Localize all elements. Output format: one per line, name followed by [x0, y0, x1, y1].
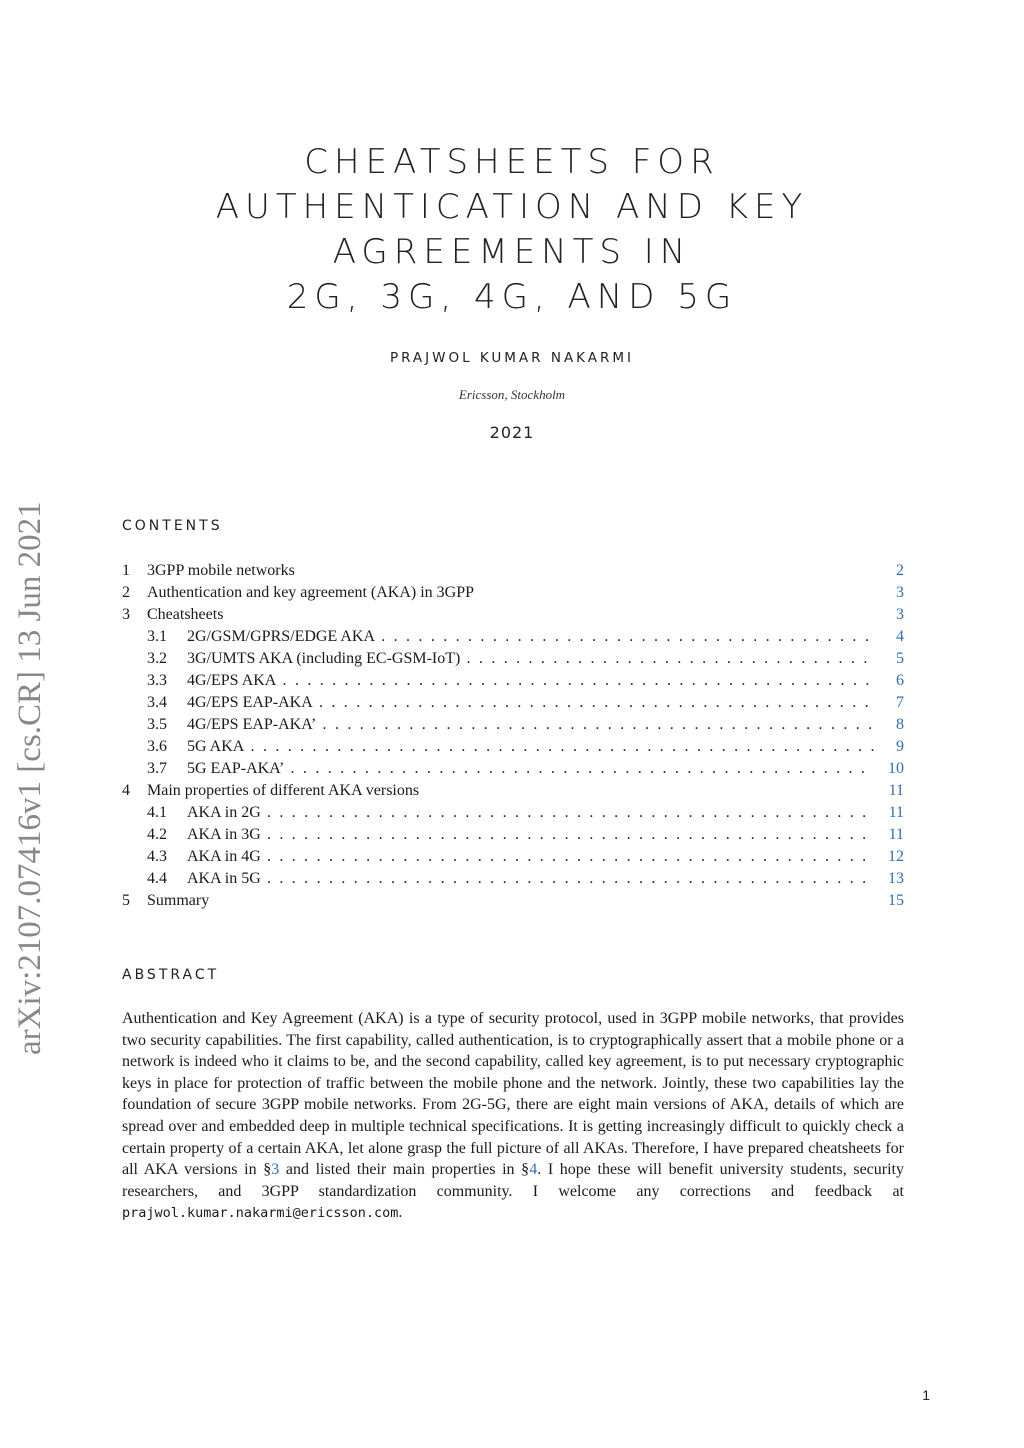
author-name: PRAJWOL KUMAR NAKARMI — [389, 350, 635, 366]
toc-number: 3.6 — [147, 738, 167, 755]
abstract-text: and listed their main properties in § — [279, 1161, 530, 1179]
toc-page-link[interactable]: 9 — [896, 738, 904, 755]
toc-entry[interactable] — [122, 560, 904, 582]
toc-subentry[interactable] — [122, 824, 904, 846]
toc-page-link[interactable]: 8 — [896, 716, 904, 733]
toc-number: 4.2 — [147, 826, 167, 843]
toc-title: 5G AKA . . . — [187, 736, 874, 758]
abstract-text: . I hope these will benefit university students, security researchers, and 3GPP standardization community. I welcome any corrections and feedback at — [122, 1161, 904, 1200]
toc-number: 3.3 — [147, 672, 167, 689]
toc-page-link[interactable]: 3 — [896, 584, 904, 601]
toc-entry[interactable] — [122, 604, 904, 626]
toc-title: Main properties of different AKA versions — [147, 782, 420, 799]
toc-entry[interactable] — [122, 780, 904, 802]
title-line-4: 2G, 3G, 4G, AND 5G — [286, 277, 738, 317]
contents-heading: CONTENTS — [122, 518, 223, 534]
toc-subentry[interactable] — [122, 714, 904, 736]
affiliation: Ericsson, Stockholm — [458, 387, 566, 402]
toc-subentry[interactable] — [122, 802, 904, 824]
page-number: 1 — [922, 1387, 930, 1403]
toc-title: Summary — [147, 892, 210, 909]
toc-number: 3.4 — [147, 694, 167, 711]
toc-subentry[interactable] — [122, 648, 904, 670]
abstract-heading: ABSTRACT — [122, 967, 220, 983]
toc-subentry[interactable] — [122, 736, 904, 758]
toc-title: 4G/EPS EAP-AKA . . . — [187, 692, 874, 714]
toc-page-link[interactable]: 11 — [888, 826, 904, 843]
toc-entry[interactable] — [122, 890, 904, 912]
toc-subentry[interactable] — [122, 692, 904, 714]
title-line-3: AGREEMENTS IN — [332, 232, 692, 272]
toc-page-link[interactable]: 4 — [896, 628, 904, 645]
toc-page-link[interactable]: 12 — [888, 848, 904, 865]
toc-number: 3.2 — [147, 650, 167, 667]
toc-page-link[interactable]: 6 — [896, 672, 904, 689]
table-of-contents — [122, 560, 904, 912]
toc-page-link[interactable]: 7 — [896, 694, 904, 711]
toc-number: 2 — [122, 584, 130, 601]
toc-number: 4 — [122, 782, 130, 799]
publication-year: 2021 — [489, 423, 535, 442]
toc-number: 3.7 — [147, 760, 167, 777]
toc-number: 4.4 — [147, 870, 167, 887]
section-ref-link[interactable]: 4 — [529, 1161, 538, 1179]
abstract-text: . — [398, 1204, 403, 1222]
toc-page-link[interactable]: 5 — [896, 650, 904, 667]
arxiv-stamp: arXiv:2107.07416v1 [cs.CR] 13 Jun 2021 — [12, 501, 48, 1055]
toc-entry[interactable] — [122, 582, 904, 604]
abstract-text: Authentication and Key Agreement (AKA) is a type of security protocol, used in 3GPP mobile networks, that provides two security capabilities. The first capability, called authentication, is to cryptographically assert that a mobile phone or a network is indeed who it claims to be, and the second capability, called key agreement, is to put necessary cryptographic keys in place for protection of traffic between the mobile phone and the network. Jointly, these two capabilities lay the foundation of secure 3GPP mobile networks. From 2G-5G, there are eight main versions of AKA, details of which are spread over and embedded deep in multiple technical specifications. It is getting increasingly difficult to quickly check a certain property of a certain AKA, let alone grasp the full picture of all AKAs. Therefore, I have prepared cheatsheets for all AKA versions in § — [122, 1010, 904, 1179]
contact-email[interactable]: prajwol.kumar.nakarmi@ericsson.com — [122, 1205, 399, 1222]
toc-subentry[interactable] — [122, 670, 904, 692]
toc-title: AKA in 2G . . . — [187, 802, 874, 824]
toc-subentry[interactable] — [122, 868, 904, 890]
toc-page-link[interactable]: 10 — [888, 760, 904, 777]
toc-title: 4G/EPS EAP-AKA’ . . . — [187, 714, 874, 736]
toc-number: 4.3 — [147, 848, 167, 865]
toc-number: 4.1 — [147, 804, 167, 821]
toc-title: AKA in 4G . . . — [187, 846, 874, 868]
toc-title: AKA in 5G . . . — [187, 868, 874, 890]
toc-subentry[interactable] — [122, 626, 904, 648]
toc-number: 5 — [122, 892, 130, 909]
toc-page-link[interactable]: 11 — [888, 782, 904, 799]
toc-title: 3G/UMTS AKA (including EC-GSM-IoT) . . . — [187, 648, 874, 670]
toc-subentry[interactable] — [122, 758, 904, 780]
toc-title: 3GPP mobile networks — [147, 562, 295, 579]
title-line-2: AUTHENTICATION AND KEY — [215, 187, 809, 227]
toc-subentry[interactable] — [122, 846, 904, 868]
toc-page-link[interactable]: 11 — [888, 804, 904, 821]
title-line-1: CHEATSHEETS FOR — [304, 142, 720, 182]
abstract-body — [122, 1008, 904, 1225]
toc-number: 3.5 — [147, 716, 167, 733]
toc-number: 3 — [122, 606, 130, 623]
section-ref-link[interactable]: 3 — [271, 1161, 280, 1179]
toc-title: 5G EAP-AKA’ . . . — [187, 758, 874, 780]
toc-number: 3.1 — [147, 628, 167, 645]
toc-page-link[interactable]: 3 — [896, 606, 904, 623]
toc-title: Authentication and key agreement (AKA) in 3GPP — [147, 584, 475, 601]
toc-title: Cheatsheets — [147, 606, 224, 623]
paper-title — [0, 140, 1024, 320]
toc-page-link[interactable]: 15 — [888, 892, 904, 909]
toc-title: AKA in 3G . . . — [187, 824, 874, 846]
toc-title: 4G/EPS AKA . . . — [187, 670, 874, 692]
toc-page-link[interactable]: 2 — [896, 562, 904, 579]
toc-title: 2G/GSM/GPRS/EDGE AKA . . . — [187, 626, 874, 648]
toc-number: 1 — [122, 562, 130, 579]
toc-page-link[interactable]: 13 — [888, 870, 904, 887]
